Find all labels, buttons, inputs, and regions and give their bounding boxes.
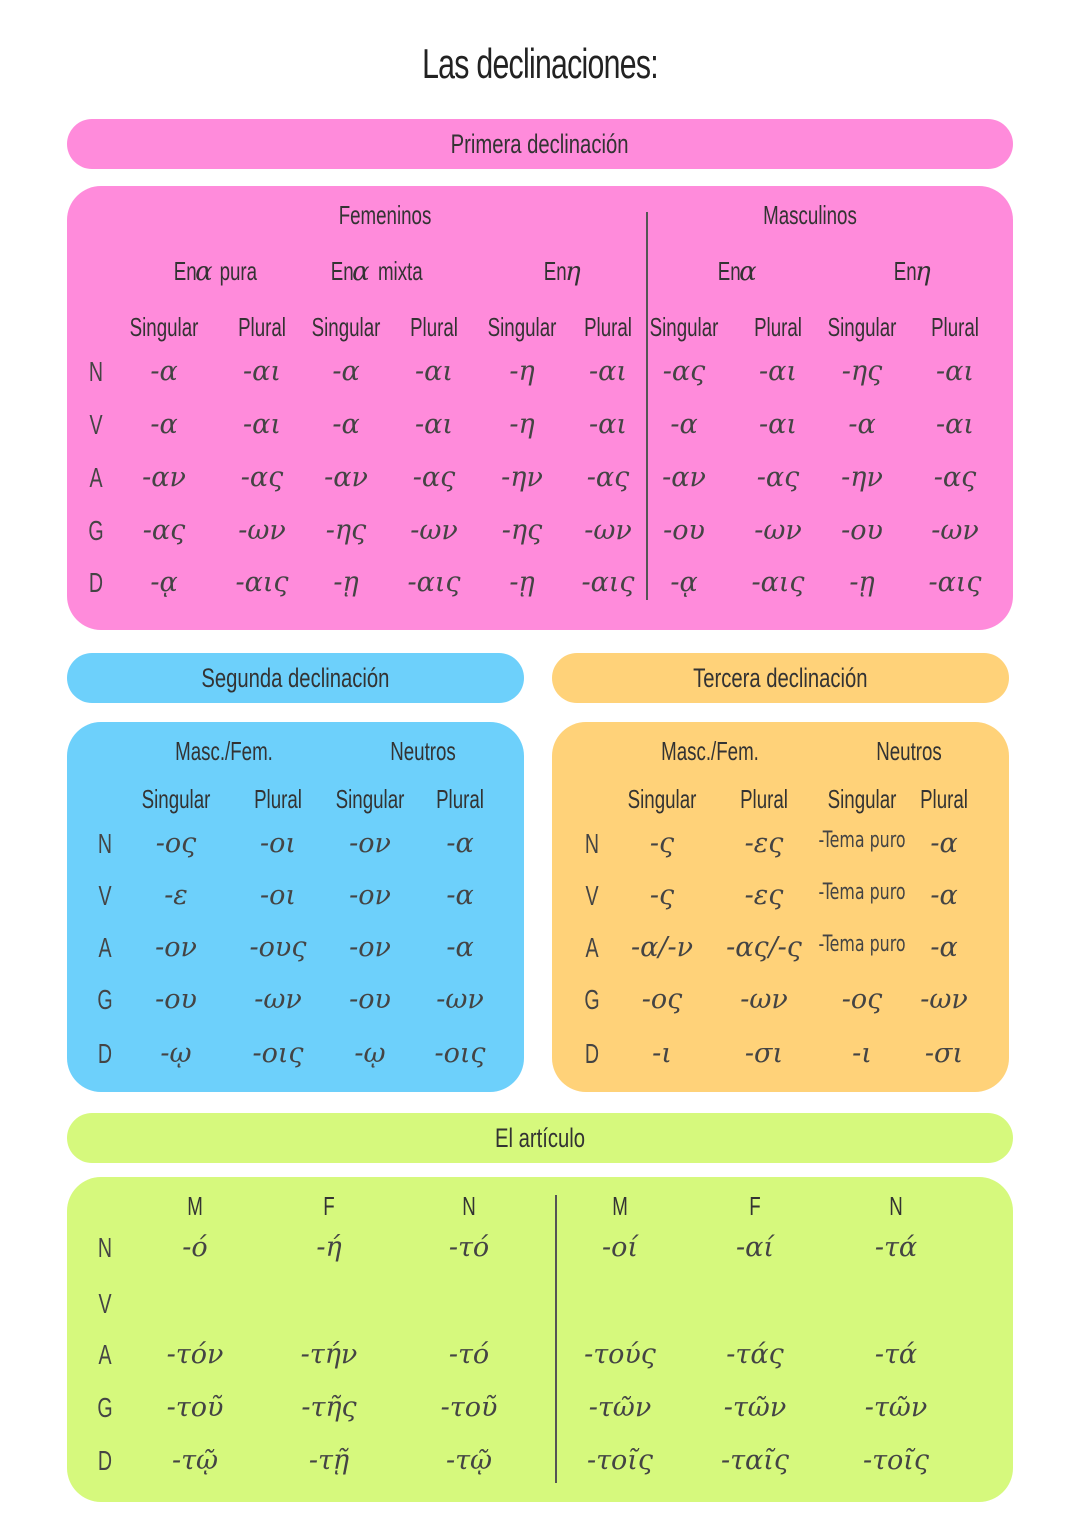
table-cell: -ου [155, 984, 197, 1015]
table-cell: -ος [155, 828, 197, 859]
third-declension-band [552, 653, 1009, 703]
first-declension-panel [67, 186, 1013, 630]
table-cell: -ος [841, 984, 883, 1015]
table-cell: -α [848, 409, 876, 440]
table-cell: -ς [649, 828, 675, 859]
table-cell: -αι [759, 409, 797, 440]
table-cell: -Tema puro [818, 880, 906, 905]
table-cell: -τῷ [171, 1445, 219, 1476]
article-band [67, 1113, 1013, 1163]
table-cell: -ῳ [160, 1038, 192, 1069]
table-cell: -τούς [584, 1339, 656, 1370]
table-cell: -αν [142, 462, 186, 493]
table-cell: -αις [581, 567, 635, 598]
case-label-g: G [584, 984, 600, 1015]
subgroup-header [713, 256, 756, 287]
table-cell: -ες [744, 880, 784, 911]
table-cell: -ου [349, 984, 391, 1015]
subgroup-text: mixta [378, 256, 424, 286]
subgroup-header [889, 256, 930, 287]
subgroup-text: α [739, 257, 757, 287]
table-cell: -ό [182, 1232, 208, 1263]
number-header: Singular [129, 312, 199, 342]
case-label-g: G [88, 515, 104, 546]
subgroup-header [539, 256, 580, 287]
subgroup-header [326, 256, 432, 287]
table-cell: -ῃ [849, 567, 875, 598]
table-cell: -τήν [300, 1339, 358, 1370]
table-cell: -η [509, 409, 535, 440]
table-cell: -ην [501, 462, 543, 493]
table-cell: -α [930, 932, 958, 963]
table-cell: -αι [415, 356, 453, 387]
case-label-v: V [585, 880, 599, 911]
table-cell: -ον [349, 828, 391, 859]
table-cell: -αι [759, 356, 797, 387]
table-cell: -τῶν [723, 1392, 787, 1423]
table-cell: -αι [936, 409, 974, 440]
table-cell: -τόν [166, 1339, 224, 1370]
table-cell: -αι [936, 356, 974, 387]
number-header: Singular [649, 312, 719, 342]
table-cell: -ων [238, 515, 286, 546]
table-cell: -τῶν [588, 1392, 652, 1423]
case-label-d: D [584, 1038, 600, 1069]
table-cell: -Tema puro [818, 932, 906, 957]
table-cell: -τό [448, 1232, 490, 1263]
table-cell: -ων [931, 515, 979, 546]
table-cell: -α [930, 828, 958, 859]
number-header: Plural [584, 312, 632, 342]
table-cell: -ας/-ς [726, 932, 802, 963]
third-declension-panel [552, 722, 1009, 1092]
table-cell: -ων [920, 984, 968, 1015]
table-cell: -οί [602, 1232, 638, 1263]
table-cell: -αις [928, 567, 982, 598]
number-header: Plural [238, 312, 286, 342]
table-cell: -σι [744, 1038, 784, 1069]
table-cell: -ων [584, 515, 632, 546]
table-cell: -ας [412, 462, 456, 493]
table-cell: -α/-ν [631, 932, 693, 963]
group-header-masculinos: Masculinos [763, 200, 857, 230]
table-cell: -ή [316, 1232, 342, 1263]
table-cell: -τῶν [864, 1392, 928, 1423]
table-cell: -ᾳ [150, 567, 178, 598]
table-cell: -α [150, 409, 178, 440]
gender-header: N [889, 1191, 903, 1221]
case-label-a: A [98, 1339, 112, 1370]
table-cell: -ων [410, 515, 458, 546]
table-cell: -ῳ [354, 1038, 386, 1069]
table-cell: -οις [252, 1038, 304, 1069]
table-cell: -ης [841, 356, 883, 387]
table-cell: -τά [874, 1339, 918, 1370]
table-cell: -ης [325, 515, 367, 546]
number-header: Singular [627, 784, 697, 814]
table-cell: -ον [349, 932, 391, 963]
table-cell: -ας [240, 462, 284, 493]
subgroup-text: En [330, 256, 354, 286]
number-header: Plural [740, 784, 788, 814]
case-label-a: A [98, 932, 112, 963]
table-cell: -οι [260, 880, 296, 911]
table-cell: -αις [407, 567, 461, 598]
article-panel [67, 1177, 1013, 1502]
subgroup-header [169, 256, 264, 287]
case-label-a: A [585, 932, 599, 963]
table-cell: -τῆς [301, 1392, 357, 1423]
gender-header: F [749, 1191, 761, 1221]
table-cell: -ας [142, 515, 186, 546]
table-cell: -ας [933, 462, 977, 493]
case-label-v: V [98, 880, 112, 911]
table-cell: -ον [155, 932, 197, 963]
table-cell: -α [446, 880, 474, 911]
table-cell: -αν [662, 462, 706, 493]
gender-header: M [612, 1191, 628, 1221]
table-cell: -τῇ [308, 1445, 350, 1476]
case-label-d: D [97, 1038, 113, 1069]
table-cell: -αι [589, 409, 627, 440]
gender-divider [646, 212, 648, 600]
table-cell: -ης [501, 515, 543, 546]
table-cell: -Tema puro [818, 828, 906, 853]
subgroup-text: pura [219, 256, 258, 286]
number-header: Plural [254, 784, 302, 814]
third-declension-title: Tercera declinación [693, 662, 868, 693]
first-declension-band [67, 119, 1013, 169]
table-cell: -τοῖς [586, 1445, 654, 1476]
table-cell: -ου [841, 515, 883, 546]
table-cell: -αι [243, 409, 281, 440]
table-cell: -η [509, 356, 535, 387]
case-label-g: G [97, 1392, 113, 1423]
subgroup-text: η [565, 257, 581, 287]
table-cell: -ταῖς [720, 1445, 790, 1476]
number-header: Singular [141, 784, 211, 814]
table-cell: -α [446, 828, 474, 859]
gender-header: F [323, 1191, 335, 1221]
table-cell: -ς [649, 880, 675, 911]
case-label-d: D [88, 567, 104, 598]
case-label-a: A [89, 462, 103, 493]
number-header: Singular [335, 784, 405, 814]
group-header-neutros: Neutros [390, 736, 456, 766]
subgroup-text: η [915, 257, 931, 287]
case-label-n: N [88, 356, 104, 387]
table-cell: -α [670, 409, 698, 440]
table-cell: -ῃ [509, 567, 535, 598]
table-cell: -οι [260, 828, 296, 859]
table-cell: -τάς [726, 1339, 784, 1370]
table-cell: -αι [589, 356, 627, 387]
second-declension-title: Segunda declinación [201, 662, 390, 693]
gender-header: N [462, 1191, 476, 1221]
page-title: Las declinaciones: [422, 40, 658, 87]
table-cell: -οις [434, 1038, 486, 1069]
case-label-n: N [584, 828, 600, 859]
case-label-v: V [98, 1288, 112, 1319]
table-cell: -ην [841, 462, 883, 493]
subgroup-text: En [543, 256, 567, 286]
table-cell: -ι [852, 1038, 872, 1069]
case-label-n: N [97, 828, 113, 859]
table-cell: -α [446, 932, 474, 963]
table-cell: -αί [736, 1232, 774, 1263]
subgroup-text: En [893, 256, 917, 286]
number-header: Plural [436, 784, 484, 814]
table-cell: -τοῦ [440, 1392, 498, 1423]
table-cell: -ος [641, 984, 683, 1015]
table-cell: -α [332, 356, 360, 387]
table-cell: -ων [254, 984, 302, 1015]
table-cell: -ους [249, 932, 307, 963]
table-cell: -τά [874, 1232, 918, 1263]
table-cell: -αις [235, 567, 289, 598]
table-cell: -α [930, 880, 958, 911]
table-cell: -ας [662, 356, 706, 387]
table-cell: -ᾳ [670, 567, 698, 598]
table-cell: -ας [756, 462, 800, 493]
group-header-masc-fem: Masc./Fem. [175, 736, 273, 766]
number-header: Singular [827, 312, 897, 342]
first-declension-title: Primera declinación [451, 128, 629, 159]
table-cell: -ων [754, 515, 802, 546]
subgroup-text: En [173, 256, 197, 286]
case-label-d: D [97, 1445, 113, 1476]
number-header: Plural [754, 312, 802, 342]
second-declension-panel [67, 722, 524, 1092]
table-cell: -ου [663, 515, 705, 546]
table-cell: -αι [243, 356, 281, 387]
subgroup-text: En [717, 256, 741, 286]
table-cell: -αις [751, 567, 805, 598]
gender-header: M [187, 1191, 203, 1221]
table-cell: -τοῖς [862, 1445, 930, 1476]
number-header: Singular [487, 312, 557, 342]
table-cell: -ον [349, 880, 391, 911]
number-header: Plural [920, 784, 968, 814]
table-cell: -α [150, 356, 178, 387]
number-header: Singular [311, 312, 381, 342]
number-header: Plural [931, 312, 979, 342]
number-header: Singular [827, 784, 897, 814]
article-title: El artículo [494, 1122, 586, 1153]
number-divider [555, 1195, 557, 1483]
number-header: Plural [410, 312, 458, 342]
table-cell: -σι [924, 1038, 964, 1069]
table-cell: -ων [436, 984, 484, 1015]
subgroup-text: α [195, 257, 213, 287]
table-cell: -ε [164, 880, 188, 911]
table-cell: -τῷ [445, 1445, 493, 1476]
table-cell: -αι [415, 409, 453, 440]
table-cell: -ες [744, 828, 784, 859]
table-cell: -αν [324, 462, 368, 493]
case-label-v: V [89, 409, 103, 440]
group-header-femeninos: Femeninos [338, 200, 432, 230]
table-cell: -ων [740, 984, 788, 1015]
table-cell: -ῃ [333, 567, 359, 598]
table-cell: -ας [586, 462, 630, 493]
group-header-masc-fem: Masc./Fem. [661, 736, 759, 766]
second-declension-band [67, 653, 524, 703]
table-cell: -τό [448, 1339, 490, 1370]
case-label-n: N [97, 1232, 113, 1263]
table-cell: -α [332, 409, 360, 440]
subgroup-text: α [352, 257, 370, 287]
group-header-neutros: Neutros [876, 736, 942, 766]
table-cell: -τοῦ [166, 1392, 224, 1423]
case-label-g: G [97, 984, 113, 1015]
table-cell: -ι [652, 1038, 672, 1069]
